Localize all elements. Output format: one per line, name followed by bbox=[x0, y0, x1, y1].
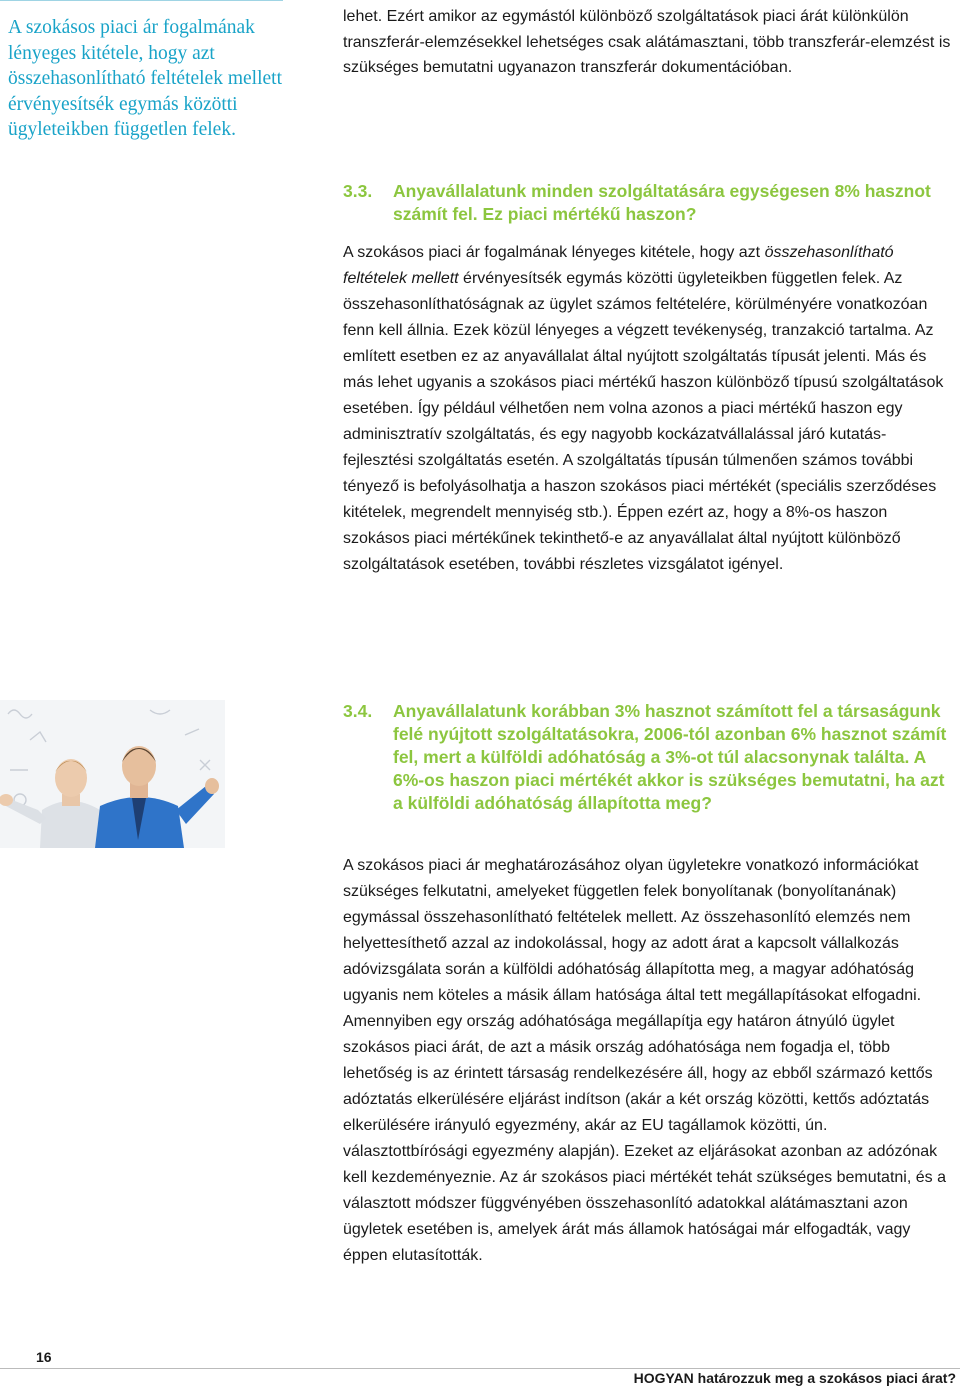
footer-divider bbox=[0, 1368, 960, 1369]
section-title: Anyavállalatunk korábban 3% hasznot számított fel a társaságunk felé nyújtott szolgáltatásokra, 2006-tól azonban 6% hasznot számít fel, mert a külföldi adóhatóság a 3%-ot túl alacsonynak találta. A 6%-os haszon piaci mértékét akkor is szükséges bemutatni, ha azt a külföldi adóhatóság állapította meg? bbox=[393, 701, 947, 813]
section-3-4-heading bbox=[343, 700, 955, 815]
section-title: Anyavállalatunk minden szolgáltatására egységesen 8% hasznot számít fel. Ez piaci mértékű haszon? bbox=[393, 181, 931, 224]
business-people-photo bbox=[0, 700, 225, 848]
pull-quote-text: A szokásos piaci ár fogalmának lényeges kitétele, hogy azt összehasonlítható feltételek mellett érvényesítsék egymás közötti ügyleteikben független felek. bbox=[8, 17, 282, 140]
section-3-4-body: A szokásos piaci ár meghatározásához olyan ügyletekre vonatkozó információkat szükséges felkutatni, amelyeket független felek bonyolítanak (bonyolítanának) egymással összehasonlítható feltételek mellett. Az összehasonlító elemzés nem helyettesíthető azzal az indokolással, hogy az adott árat a kapcsolt vállalkozás adóvizsgálata során a külföldi adóhatóság állapította meg, a magyar adóhatóság ugyanis nem köteles a másik állam hatósága által tett megállapításokat elfogadni. Amennyiben egy ország adóhatósága megállapítja egy határon átnyúló ügylet szokásos piaci árát, de azt a másik ország adóhatósága nem fogadja el, több lehetőség is az érintett társaság rendelkezésére áll, hogy az ebből származó kettős adóztatás elkerülésére eljárást indítson (akár a két ország közötti, kettős adóztatás elkerülésére irányuló egyezmény, akár az EU tagállamok közötti, ún. választottbírósági egyezmény alapján). Ezeket az eljárásokat azonban az adózónak kell kezdeményeznie. Az ár szokásos piaci mértékét tehát szükséges bemutatni, és a választott módszer függvényében összehasonlító adatokkal alátámasztani azon ügyletek esetében is, amelyek árát más államok hatóságai már elfogadták, vagy éppen elutasították. bbox=[343, 857, 946, 1264]
photo-illustration bbox=[0, 700, 225, 848]
body-text: A szokásos piaci ár fogalmának lényeges kitétele, hogy azt bbox=[343, 244, 765, 261]
footer-title: HOGYAN határozzuk meg a szokásos piaci árat? bbox=[633, 1370, 956, 1386]
section-number: 3.4. bbox=[343, 701, 373, 721]
body-italic-text: összehasonlítható feltételek mellett bbox=[343, 244, 894, 287]
body-text: érvényesítsék egymás közötti ügyleteikben független felek. Az összehasonlíthatóságnak az ügylet számos feltételére, körülményére vonatkozóan fenn kell állnia. Ezek közül lényeges a végzett tevékenység, tranzakció tartalma. Az említett esetben ez az anyavállalat által nyújtott szolgáltatás típusát jelenti. Más és más lehet ugyanis a szokásos piaci mértékű haszon különböző típusú szolgáltatások esetében. Így például vélhetően nem volna azonos a piaci mértékű haszon egy adminisztratív szolgáltatás, és egy nagyobb kockázatvállalással járó kutatás-fejlesztési szolgáltatás esetén. A szolgáltatás típusán túlmenően számos további tényező is befolyásolhatja a haszon szokásos piaci mértékét (speciális szerződéses kitételek, megrendelt mennyiség stb.). Éppen ezért az, hogy a 8%-os haszon szokásos piaci mértékűnek tekinthető-e az anyavállalat által nyújtott különböző szolgáltatások esetében, további részletes vizsgálatot igényel. bbox=[343, 270, 944, 573]
lead-paragraph: lehet. Ezért amikor az egymástól különböző szolgáltatások piaci árát különkülön transzferár-elemzésekkel lehetséges csak alátámasztani, több transzferár-elemzést is szükséges bemutatni ugyanazon transzferár dokumentációban. bbox=[343, 8, 951, 76]
page-number: 16 bbox=[36, 1349, 52, 1365]
section-number: 3.3. bbox=[343, 181, 373, 201]
section-3-3-heading bbox=[343, 180, 955, 226]
section-3-3-body bbox=[343, 240, 955, 578]
sidebar-pull-quote bbox=[0, 0, 283, 143]
